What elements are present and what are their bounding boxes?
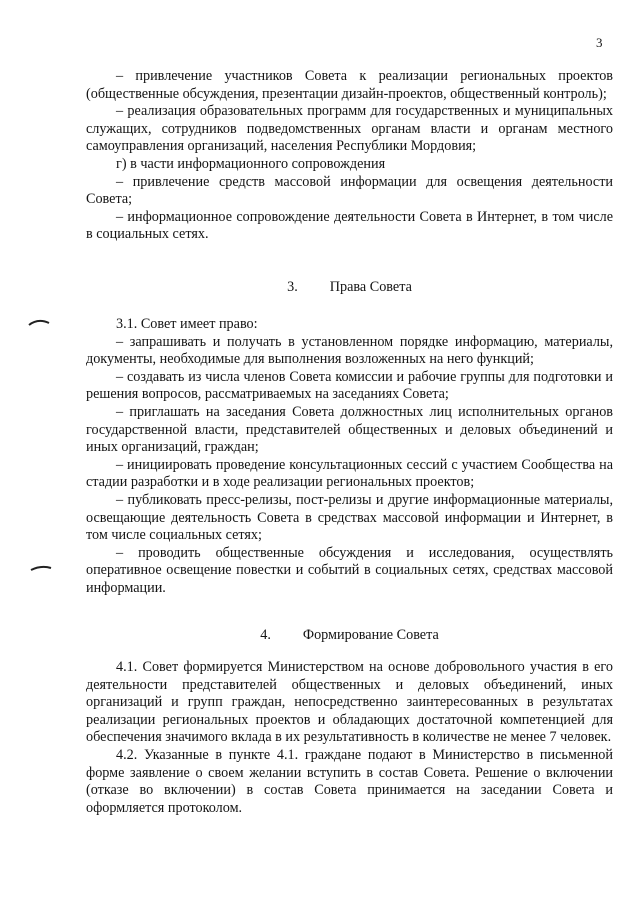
paragraph: – привлечение участников Совета к реализации региональных проектов (общественные обсуждения, презентации дизайн-проектов, общественный контроль); [86,68,613,102]
paragraph: 3.1. Совет имеет право: [116,316,258,332]
paragraph: – приглашать на заседания Совета должностных лиц исполнительных органов государственной власти, представителей общественных и деловых объединений и иных организаций, граждан; [86,403,613,456]
paragraph: – информационное сопровождение деятельности Совета в Интернет, в том числе в социальных сетях. [86,208,613,243]
paragraph: г) в части информационного сопровождения [116,155,386,172]
section-3-heading [86,279,613,297]
section-4-title: Формирование Совета [302,627,439,643]
paragraph: 4.2. Указанные в пункте 4.1. граждане подают в Министерство в письменной форме заявление о своем желании вступить в состав Совета. Решение о включении (отказе во включении) в состав Совета принимается на заседании Совета и оформляется протоколом. [86,746,613,816]
punch-mark-icon [28,317,50,327]
paragraph: – инициировать проведение консультационных сессий с участием Сообщества на стадии разработки и в ходе реализации региональных проектов; [86,456,613,491]
paragraph: – проводить общественные обсуждения и исследования, осуществлять оперативное освещение повестки и событий в социальных сетях, средствах массовой информации. [86,544,613,596]
paragraph: – привлечение средств массовой информации для освещения деятельности Совета; [86,173,613,208]
paragraph: – создавать из числа членов Совета комиссии и рабочие группы для подготовки и решения вопросов, рассматриваемых на заседаниях Совета; [86,368,613,403]
page-number: 3 [596,35,603,50]
punch-mark-icon [30,563,52,573]
section-4-heading [86,627,613,645]
paragraph: – реализация образовательных программ для государственных и муниципальных служащих, сотрудников подведомственных органам власти и органам местного самоуправления организаций, населения Республики Мордовия; [86,103,613,155]
section-3-number: 3. [287,279,298,295]
section-4-number: 4. [260,627,271,643]
section-3-title: Права Совета [329,279,412,295]
section-top [86,68,613,244]
section-3-body [86,316,613,598]
paragraph: 4.1. Совет формируется Министерством на основе добровольного участия в его деятельности представителей общественных и деловых объединений, иных организаций и групп граждан, непосредственно заинтересованных в результатах реализации региональных проектов и обладающих достаточной компетенцией для обеспечения значимого вклада в их результативность в количестве не менее 7 человек. [86,659,613,746]
paragraph: – публиковать пресс-релизы, пост-релизы и другие информационные материалы, освещающие деятельность Совета в средствах массовой информации и Интернет, в том числе социальных сетях; [86,491,613,544]
section-4-body [86,659,613,817]
paragraph: – запрашивать и получать в установленном порядке информацию, материалы, документы, необходимые для выполнения возложенных на него функций; [86,333,613,368]
